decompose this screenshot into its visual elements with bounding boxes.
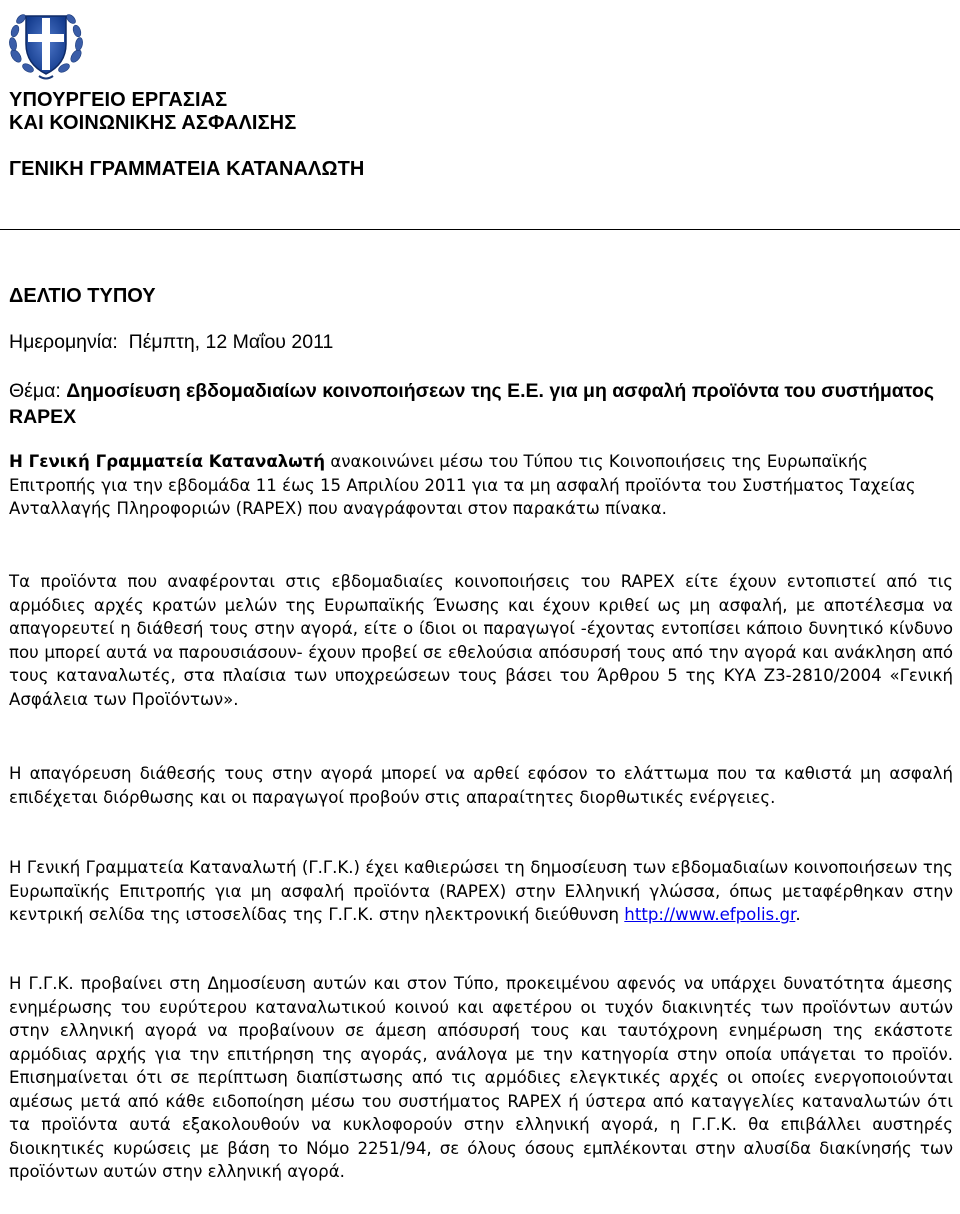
secretariat-name: ΓΕΝΙΚΗ ΓΡΑΜΜΑΤΕΙΑ ΚΑΤΑΝΑΛΩΤΗ xyxy=(9,158,365,180)
date-line xyxy=(9,329,954,355)
header-divider xyxy=(0,229,960,230)
ministry-name-line-2: ΚΑΙ ΚΟΙΝΩΝΙΚΗΣ ΑΣΦΑΛΙΣΗΣ xyxy=(9,112,297,134)
date-label: Ημερομηνία: xyxy=(9,331,118,353)
subject-text: Δημοσίευση εβδομαδιαίων κοινοποιήσεων της Ε.Ε. για μη ασφαλή προϊόντα του συστήματος RAPEX xyxy=(9,380,934,428)
paragraph-2: Τα προϊόντα που αναφέρονται στις εβδομαδιαίες κοινοποιήσεις του RAPEX είτε έχουν εντοπιστεί από τις αρμόδιες αρχές κρατών μελών της Ευρωπαϊκής Ένωσης και έχουν κριθεί ως μη ασφαλή, με αποτέλεσμα να απαγορευτεί η διάθεσή τους στην αγορά, είτε ο ίδιοι οι παραγωγοί -έχοντας εντοπίσει κάποιο δυνητικό κίνδυνο που μπορεί αυτά να παρουσιάσουν- έχουν προβεί σε εθελούσια απόσυρσή τους από την αγορά και ανάκληση από τους καταναλωτές, στα πλαίσια των υποχρεώσεων τους βάσει του Άρθρου 5 της ΚΥΑ Ζ3-2810/2004 «Γενική Ασφάλεια των Προϊόντων». xyxy=(9,572,953,709)
date-value: Πέμπτη, 12 Μαΐου 2011 xyxy=(128,331,334,353)
paragraph-3: Η απαγόρευση διάθεσής τους στην αγορά μπορεί να αρθεί εφόσον το ελάττωμα που τα καθιστά μη ασφαλή επιδέχεται διόρθωσης και οι παραγωγοί προβούν στις απαραίτητες διορθωτικές ενέργειες. xyxy=(9,764,953,807)
paragraph-5: Η Γ.Γ.Κ. προβαίνει στη Δημοσίευση αυτών και στον Τύπο, προκειμένου αφενός να υπάρχει δυνατότητα άμεσης ενημέρωσης του ευρύτερου καταναλωτικού κοινού και αφετέρου οι τυχόν διακινητές των προϊόντων αυτών στην ελληνική αγορά να προβαίνουν σε άμεση απόσυρσή τους και ταυτόχρονη ενημέρωση της εκάστοτε αρμόδιας αρχής για την επιτήρηση της αγοράς, ανάλογα με την κατηγορία στην οποία υπάγεται το προϊόν. Επισημαίνεται ότι σε περίπτωση διαπίστωσης από τις αρμόδιες ελεγκτικές αρχές οι οποίες ενεργοποιούνται αμέσως μετά από κάθε ειδοποίηση μέσω του συστήματος RAPEX ή ύστερα από καταγγελίες καταναλωτών ότι τα προϊόντα αυτά εξακολουθούν να κυκλοφορούν στην ελληνική αγορά, η Γ.Γ.Κ. θα επιβάλλει αυστηρές διοικητικές κυρώσεις με βάση το Νόμο 2251/94, σε όλους όσους εμπλέκονται στην αλυσίδα διακίνησής των προϊόντων αυτών στην ελληνική αγορά. xyxy=(9,974,953,1181)
press-release-title: ΔΕΛΤΙΟ ΤΥΠΟΥ xyxy=(9,285,156,307)
paragraph-1-text: ανακοινώνει μέσω του Τύπου τις Κοινοποιήσεις της Ευρωπαϊκής Επιτροπής για την εβδομάδα 11 έως 15 Απριλίου 2011 για τα μη ασφαλή προϊόντα του Συστήματος Ταχείας Ανταλλαγής Πληροφοριών (RAPEX) που αναγράφονται στον παρακάτω πίνακα. xyxy=(9,452,916,518)
efpolis-link[interactable]: http://www.efpolis.gr xyxy=(624,905,796,924)
paragraph-4-end: . xyxy=(795,905,801,924)
paragraph-4 xyxy=(9,856,953,927)
greek-coat-of-arms-emblem xyxy=(6,4,86,82)
ministry-name-line-1: ΥΠΟΥΡΓΕΙΟ ΕΡΓΑΣΙΑΣ xyxy=(9,89,228,111)
paragraph-1-lead: Η Γενική Γραμματεία Καταναλωτή xyxy=(9,452,326,471)
paragraph-4-text: Η Γενική Γραμματεία Καταναλωτή (Γ.Γ.Κ.) έχει καθιερώσει τη δημοσίευση των εβδομαδιαίων κοινοποιήσεων της Ευρωπαϊκής Επιτροπής για μη ασφαλή προϊόντα (RAPEX) στην Ελληνική γλώσσα, όπως μεταφέρθηκαν στην κεντρική σελίδα της ιστοσελίδας της Γ.Γ.Κ. στην ηλεκτρονική διεύθυνση xyxy=(9,858,953,924)
paragraph-1 xyxy=(9,450,953,521)
subject-label: Θέμα: xyxy=(9,380,61,402)
subject-line xyxy=(9,378,954,430)
